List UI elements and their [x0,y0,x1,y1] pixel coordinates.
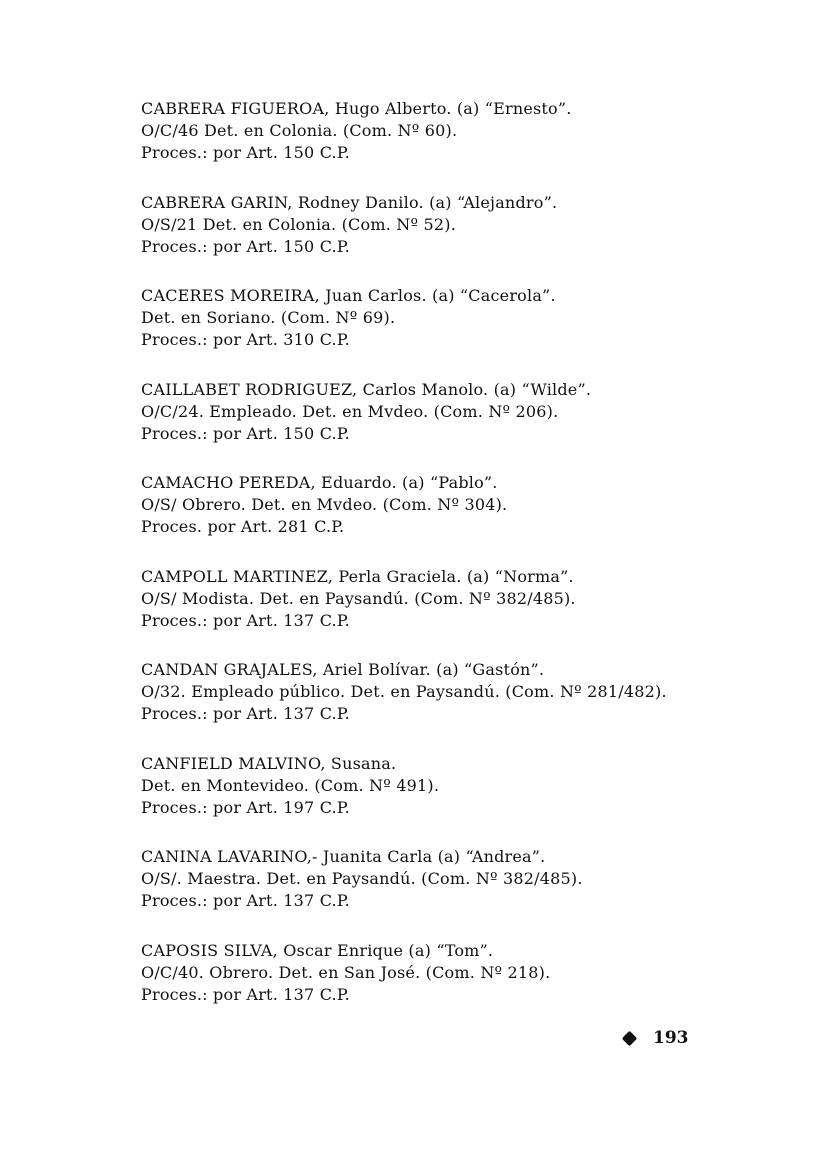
entry-name-line: CABRERA GARIN, Rodney Danilo. (a) “Alejandro”. [141,192,558,212]
entry [141,659,761,725]
entry-list [141,98,761,1033]
entry-name-line: CANDAN GRAJALES, Ariel Bolívar. (a) “Gastón”. [141,660,545,679]
entry-name-line: CAILLABET RODRIGUEZ, Carlos Manolo. (a) “Wilde”. [141,379,592,399]
entry-name-line: CANINA LAVARINO,- Juanita Carla (a) “Andrea”. [141,847,546,866]
entry-proces-line: Proces.: por Art. 197 C.P. [141,797,350,817]
entry-proces-line: Proces.: por Art. 137 C.P. [141,891,350,910]
entry-name-line: CAMACHO PEREDA, Eduardo. (a) “Pablo”. [141,473,498,492]
entry [141,98,761,164]
entry [141,846,761,912]
entry [141,472,761,538]
entry-name-line: CABRERA FIGUEROA, Hugo Alberto. (a) “Ernesto”. [141,99,572,118]
entry-detail-line: O/S/ Modista. Det. en Paysandú. (Com. Nº 382/485). [141,588,576,608]
entry-proces-line: Proces.: por Art. 137 C.P. [141,610,350,630]
entry-detail-line: Det. en Montevideo. (Com. Nº 491). [141,775,440,795]
entry-proces-line: Proces.: por Art. 150 C.P. [141,236,350,256]
entry-proces-line: Proces.: por Art. 310 C.P. [141,330,350,349]
page-number: 193 [653,1028,689,1048]
entry [141,379,761,445]
entry [141,566,761,632]
entry-detail-line: O/C/40. Obrero. Det. en San José. (Com. Nº 218). [141,962,551,982]
entry-detail-line: O/32. Empleado público. Det. en Paysandú. (Com. Nº 281/482). [141,682,667,701]
entry-detail-line: O/S/. Maestra. Det. en Paysandú. (Com. Nº 382/485). [141,869,583,888]
entry-proces-line: Proces.: por Art. 150 C.P. [141,143,350,162]
entry-proces-line: Proces.: por Art. 150 C.P. [141,423,350,443]
entry-name-line: CAPOSIS SILVA, Oscar Enrique (a) “Tom”. [141,940,494,960]
entry [141,285,761,351]
entry-proces-line: Proces.: por Art. 137 C.P. [141,704,350,723]
entry [141,940,761,1006]
entry-detail-line: O/C/24. Empleado. Det. en Mvdeo. (Com. Nº 206). [141,401,559,421]
entry-detail-line: Det. en Soriano. (Com. Nº 69). [141,308,396,327]
page-footer [624,1027,689,1049]
diamond-bullet-icon [622,1030,638,1046]
entry-detail-line: O/S/ Obrero. Det. en Mvdeo. (Com. Nº 304). [141,495,508,514]
entry-proces-line: Proces. por Art. 281 C.P. [141,517,345,536]
entry-name-line: CANFIELD MALVINO, Susana. [141,753,397,773]
entry [141,192,761,258]
entry-detail-line: O/S/21 Det. en Colonia. (Com. Nº 52). [141,214,456,234]
entry-name-line: CAMPOLL MARTINEZ, Perla Graciela. (a) “Norma”. [141,566,574,586]
entry-detail-line: O/C/46 Det. en Colonia. (Com. Nº 60). [141,121,458,140]
entry-name-line: CACERES MOREIRA, Juan Carlos. (a) “Cacerola”. [141,286,556,305]
entry-proces-line: Proces.: por Art. 137 C.P. [141,984,350,1004]
entry [141,753,761,819]
